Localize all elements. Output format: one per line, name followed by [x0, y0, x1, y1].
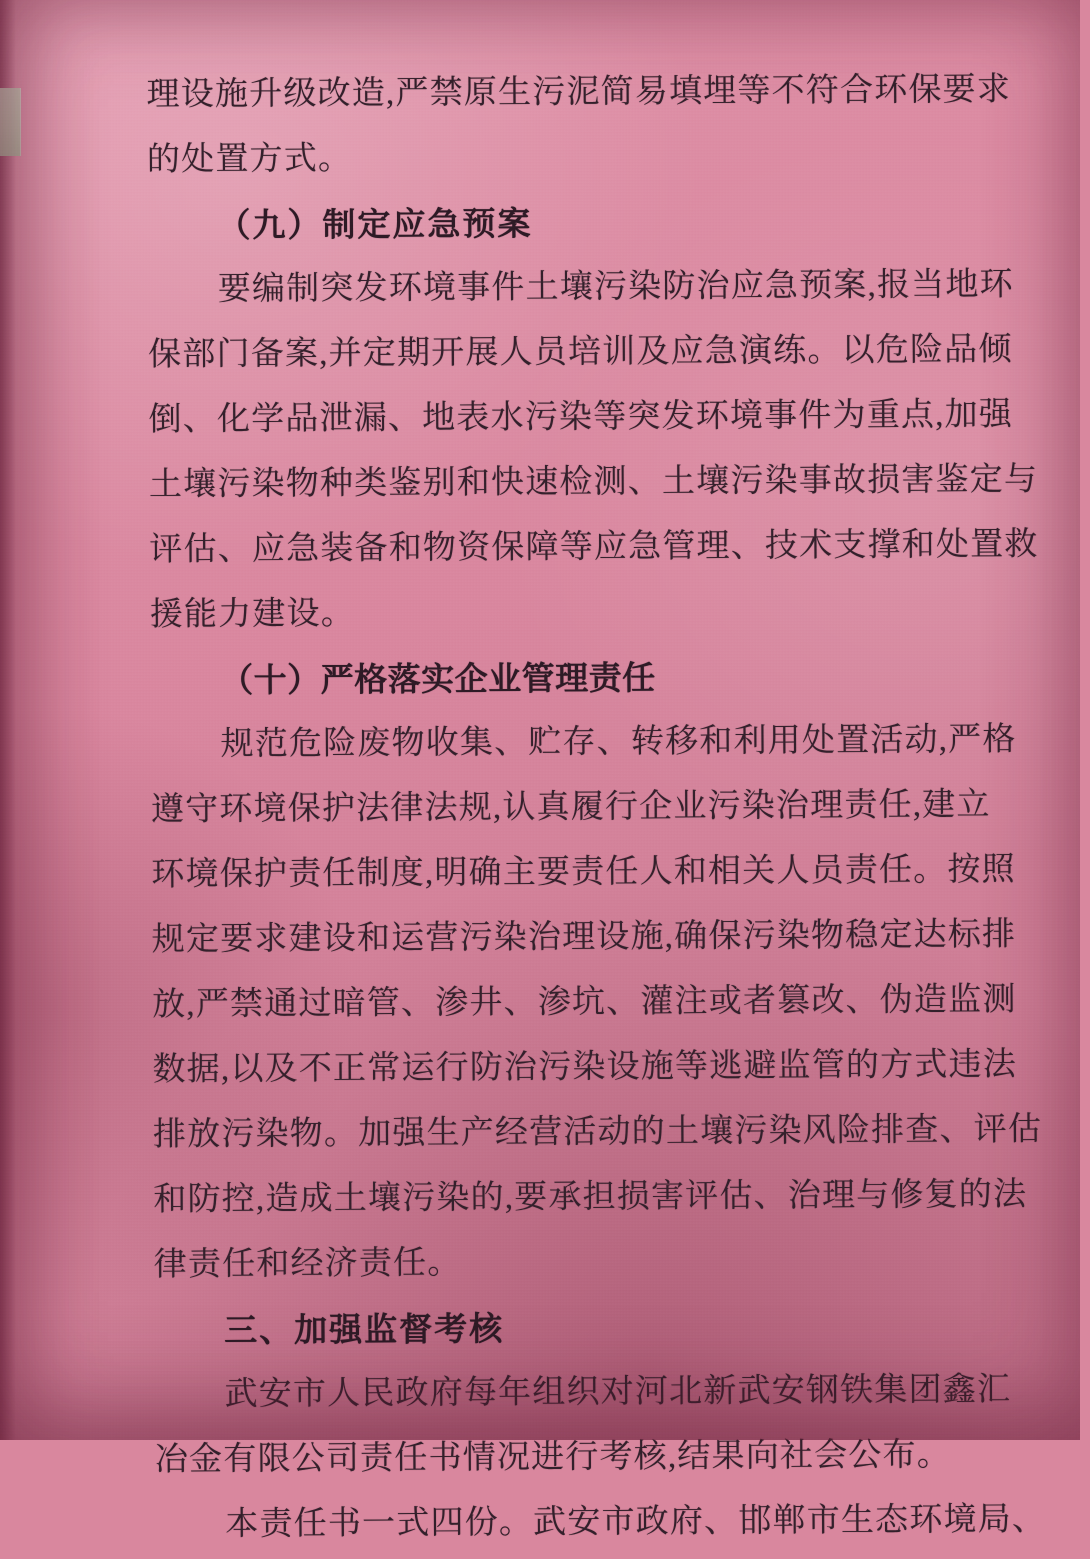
text-line: 数据,以及不正常运行防治污染设施等逃避监管的方式违法	[152, 1046, 1018, 1089]
text-line: 理设施升级改造,严禁原生污泥简易填埋等不符合环保要求	[146, 71, 1012, 114]
text-line: 援能力建设。	[149, 595, 356, 634]
text-line: 的处置方式。	[146, 140, 353, 179]
text-line: 保部门备案,并定期开展人员培训及应急演练。以危险品倾	[148, 331, 1013, 374]
green-sticker-fragment	[0, 88, 21, 156]
section-heading-three: 三、加强监督考核	[224, 1309, 505, 1349]
text-line: 评估、应急装备和物资保障等应急管理、技术支撑和处置救	[149, 526, 1039, 569]
text-line: 遵守环境保护法律法规,认真履行企业污染治理责任,建立	[150, 786, 991, 829]
text-line: 要编制突发环境事件土壤污染防治应急预案,报当地环	[217, 266, 1014, 308]
text-line: 环境保护责任制度,明确主要责任人和相关人员责任。按照	[151, 851, 1016, 894]
text-line: 律责任和经济责任。	[153, 1245, 462, 1284]
text-line: 武安市人民政府每年组织对河北新武安钢铁集团鑫汇	[224, 1371, 1012, 1413]
page-binding-shadow	[0, 0, 16, 1440]
section-heading-ten: （十）严格落实企业管理责任	[220, 659, 656, 699]
text-line: 放,严禁通过暗管、渗井、渗坑、灌注或者篡改、伪造监测	[152, 981, 1017, 1024]
text-line: 倒、化学品泄漏、地表水污染等突发环境事件为重点,加强	[148, 396, 1014, 439]
text-line: 排放污染物。加强生产经营活动的土壤污染风险排查、评估	[152, 1111, 1043, 1154]
section-heading-nine: （九）制定应急预案	[217, 204, 533, 244]
text-line: 规定要求建设和运营污染治理设施,确保污染物稳定达标排	[151, 916, 1017, 959]
document-text-column	[146, 58, 1047, 1558]
text-line: 土壤污染物种类鉴别和快速检测、土壤污染事故损害鉴定与	[148, 461, 1039, 504]
text-line: 和防控,造成土壤污染的,要承担损害评估、治理与修复的法	[153, 1176, 1028, 1219]
text-line: 规范危险废物收集、贮存、转移和利用处置活动,严格	[220, 721, 1017, 763]
text-line: 冶金有限公司责任书情况进行考核,结果向社会公布。	[154, 1437, 952, 1479]
text-line: 本责任书一式四份。武安市政府、邯郸市生态环境局、	[225, 1501, 1047, 1543]
